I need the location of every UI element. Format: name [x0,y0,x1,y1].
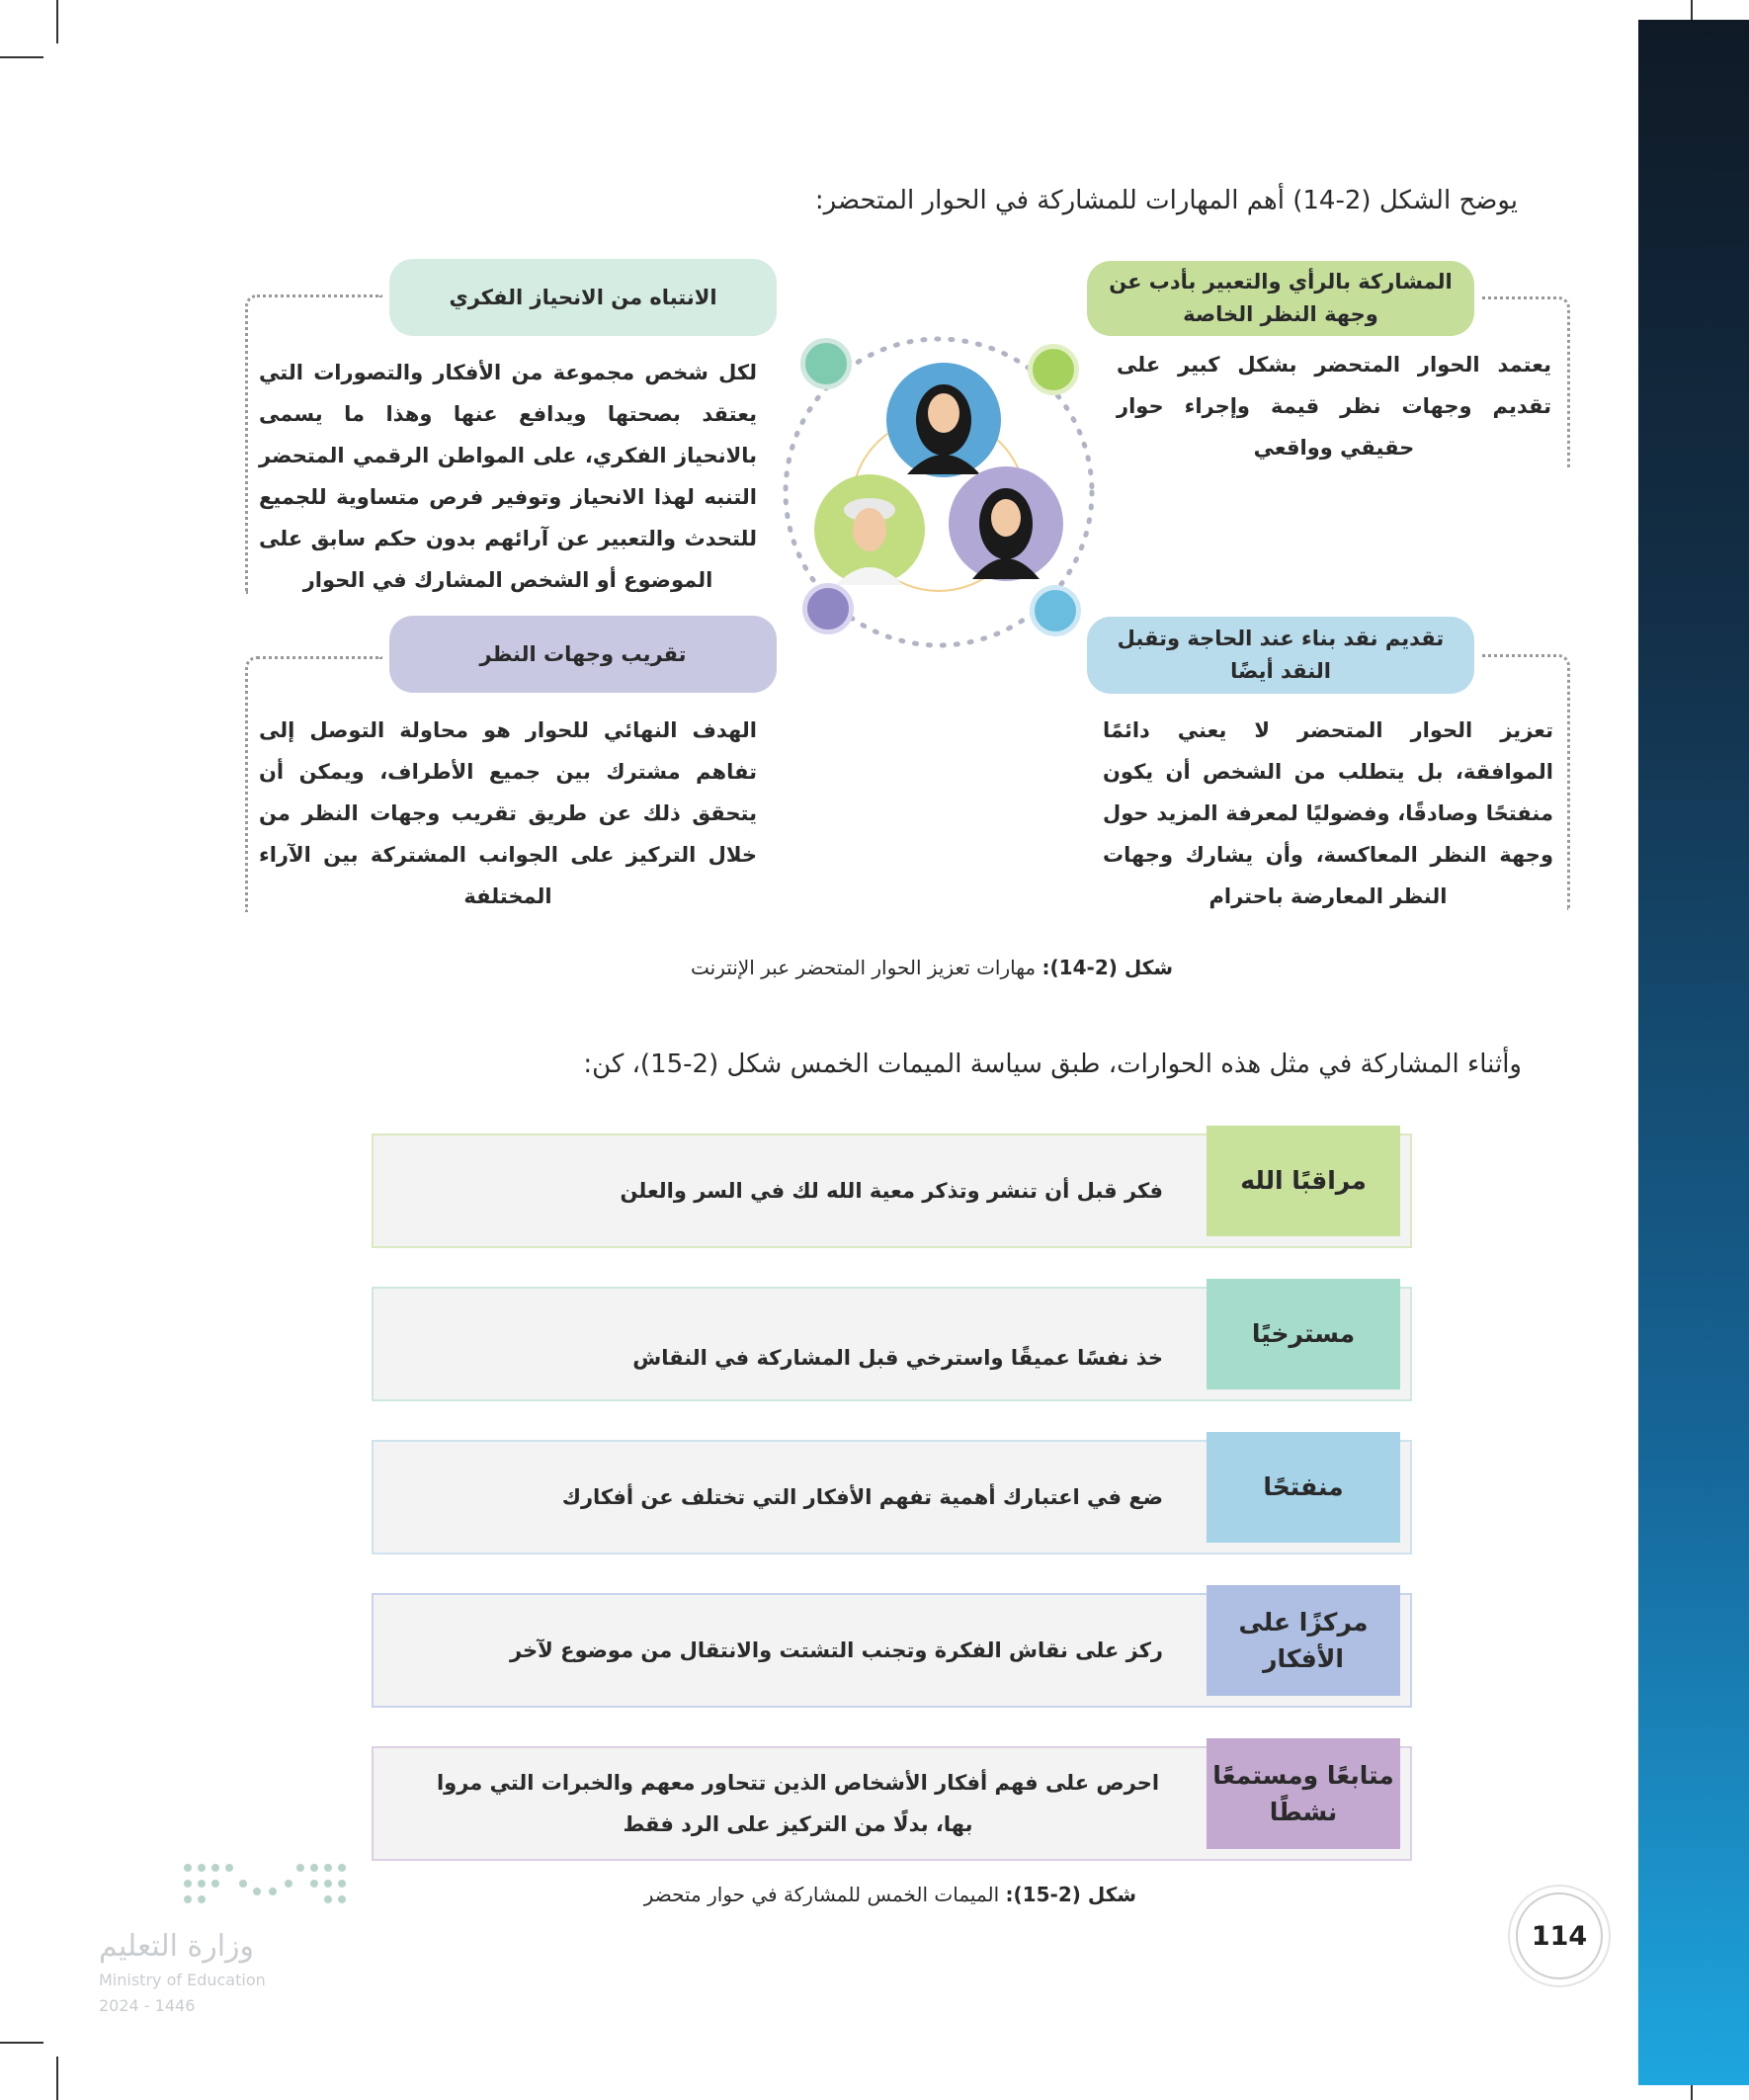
five-m-label: مراقبًا الله [1207,1126,1400,1236]
five-m-text: ضع في اعتبارك أهمية تفهم الأفكار التي تختلف عن أفكارك [561,1485,1163,1509]
ministry-logo-dots [178,1858,356,1917]
ministry-year: 2024 - 1446 [99,1996,196,2015]
crop-mark [56,2057,58,2100]
figure-caption-14 [691,956,1173,979]
figure-title: مهارات تعزيز الحوار المتحضر عبر الإنترنت [690,956,1037,979]
five-m-text: ركز على نقاش الفكرة وتجنب التشتت والانتقال من موضوع لآخر [509,1638,1163,1662]
node-blue [1030,585,1081,636]
ministry-name-en: Ministry of Education [99,1971,266,1989]
figure-label: شكل (2-14): [1041,956,1173,979]
five-m-label: متابعًا ومستمعًا نشطًا [1207,1738,1400,1849]
crop-mark [56,0,58,43]
five-m-label: مسترخيًا [1207,1279,1400,1389]
skill-title-bias: الانتباه من الانحياز الفكري [389,259,777,336]
intro-text: يوضح الشكل (2-14) أهم المهارات للمشاركة في الحوار المتحضر: [814,186,1518,215]
five-m-row [372,1134,1412,1248]
crop-mark [0,2042,43,2044]
five-m-row [372,1746,1412,1861]
skill-body-critique: تعزيز الحوار المتحضر لا يعني دائمًا الموافقة، بل يتطلب من الشخص أن يكون منفتحًا وصادقًا، وفضوليًا لمعرفة المزيد حول وجهة النظر المعاكسة، وأن يشارك وجهات النظر المعارضة باحترام [1103,718,1553,908]
skill-title-critique: تقديم نقد بناء عند الحاجة وتقبل النقد أيضًا [1087,617,1474,694]
five-m-row [372,1593,1412,1708]
page-number-text: 114 [1531,1920,1588,1952]
ministry-name-ar: وزارة التعليم [99,1929,255,1964]
skill-body-bias: لكل شخص مجموعة من الأفكار والتصورات التي يعتقد بصحتها ويدافع عنها وهذا ما يسمى بالانحياز الفكري، على المواطن الرقمي المتحضر التنبه لهذا الانحياز وتوفير فرص متساوية للجميع للتحدث والتعبير عن آرائهم بدون حكم سابق على الموضوع أو الشخص المشارك في الحوار [259,361,757,592]
five-m-text: احرص على فهم أفكار الأشخاص الذين تتحاور معهم والخبرات التي مروا بها، بدلًا من التركيز على الرد فقط [436,1771,1160,1836]
skill-body-participation: يعتمد الحوار المتحضر بشكل كبير على تقديم وجهات نظر قيمة وإجراء حوار حقيقي وواقعي [1117,353,1551,460]
five-m-row [372,1440,1412,1554]
skill-body-converge: الهدف النهائي للحوار هو محاولة التوصل إلى تفاهم مشترك بين جميع الأطراف، ويمكن أن يتحقق ذلك عن طريق تقريب وجهات النظر من خلال التركيز على الجوانب المشتركة بين الآراء المختلفة [259,718,757,908]
node-teal [800,338,852,389]
figure-caption-15 [644,1883,1136,1906]
five-m-row [372,1287,1412,1401]
five-m-label: منفتحًا [1207,1432,1400,1543]
figure-title: الميمات الخمس للمشاركة في حوار متحضر [643,1883,1000,1906]
skill-title-participation: المشاركة بالرأي والتعبير بأدب عن وجهة النظر الخاصة [1087,261,1474,336]
node-purple [802,583,854,634]
skill-title-converge: تقريب وجهات النظر [389,616,777,693]
five-m-text: فكر قبل أن تنشر وتذكر معية الله لك في السر والعلن [620,1179,1163,1203]
node-green [1028,344,1079,395]
five-m-label: مركزًا على الأفكار [1207,1585,1400,1696]
page-number [1516,1892,1603,1979]
figure-label: شكل (2-15): [1005,1883,1136,1906]
intro-five-m: وأثناء المشاركة في مثل هذه الحوارات، طبق سياسة الميمات الخمس شكل (2-15)، كن: [583,1050,1522,1079]
five-m-text: خذ نفسًا عميقًا واسترخي قبل المشاركة في النقاش [632,1346,1163,1370]
crop-mark [0,56,43,58]
page-side-band [1638,20,1749,2085]
